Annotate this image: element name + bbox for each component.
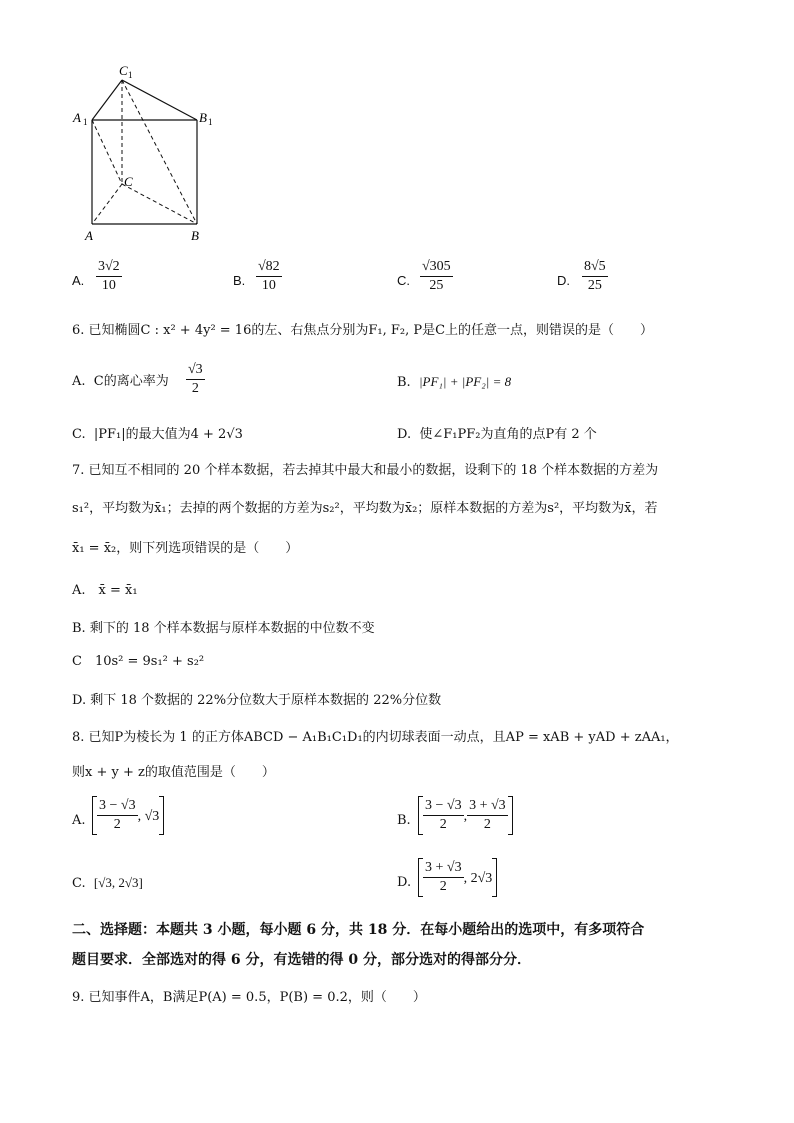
label-c1-sub: 1 bbox=[128, 70, 133, 80]
q5-option-d-label: D. bbox=[557, 273, 570, 288]
q8-b-numerator-2: 3 + √3 bbox=[467, 798, 508, 816]
label-c: C bbox=[124, 174, 133, 189]
q8-d-numerator: 3 + √3 bbox=[423, 860, 464, 878]
q6-b-text: |PF₁| + |PF₂| = 8 bbox=[418, 374, 512, 389]
q7-line-2: s₁²，平均数为x̄₁；去掉的两个数据的方差为s₂²，平均数为x̄₂；原样本数据的方差为s²，平均数为x̄，若 bbox=[72, 501, 658, 516]
q8-line-2: 则x + y + z的取值范围是（ ） bbox=[72, 765, 275, 780]
q8-option-a-value bbox=[92, 796, 164, 835]
q6-option-c bbox=[72, 426, 243, 444]
q5-d-numerator: 8√5 bbox=[582, 259, 608, 277]
section-2-heading-line-2: 题目要求．全部选对的得 6 分，有选错的得 0 分，部分选对的得部分分． bbox=[72, 952, 531, 968]
q8-option-d-value bbox=[418, 858, 497, 897]
q6-c-text: |PF₁|的最大值为4 + 2√3 bbox=[93, 427, 243, 442]
label-a1-sub: 1 bbox=[83, 117, 88, 127]
q7-option-c: C 10s² = 9s₁² + s₂² bbox=[72, 654, 205, 669]
q8-d-right: , 2√3 bbox=[463, 871, 493, 886]
label-b1-sub: 1 bbox=[208, 117, 213, 127]
q6-a-denominator: 2 bbox=[191, 381, 199, 396]
q7-option-b: B. 剩下的 18 个样本数据与原样本数据的中位数不变 bbox=[72, 621, 375, 636]
label-c1: C bbox=[119, 63, 128, 78]
q5-a-numerator: 3√2 bbox=[96, 259, 122, 277]
q6-c-label: C. bbox=[72, 427, 86, 442]
q8-a-right: , √3 bbox=[137, 809, 160, 824]
label-b1: B bbox=[199, 110, 207, 125]
label-b: B bbox=[191, 228, 199, 243]
q6-option-a bbox=[72, 373, 169, 391]
q8-c-label: C. bbox=[72, 876, 86, 891]
q6-d-text: 使∠F₁PF₂为直角的点P有 2 个 bbox=[419, 427, 597, 442]
q8-option-d-label: D. bbox=[397, 875, 412, 890]
q5-option-d-value bbox=[582, 259, 608, 294]
q5-option-c-value bbox=[420, 259, 453, 294]
q8-option-c bbox=[72, 874, 143, 893]
q7-option-a: A. x̄ = x̄₁ bbox=[72, 583, 138, 598]
section-2-heading-line-1: 二、选择题：本题共 3 小题，每小题 6 分，共 18 分．在每小题给出的选项中，有多项符合 bbox=[72, 922, 645, 938]
q5-option-a-value bbox=[96, 259, 122, 294]
q6-a-label: A. bbox=[72, 374, 86, 389]
q6-option-d bbox=[397, 426, 597, 444]
q8-c-text: [√3, 2√3] bbox=[93, 875, 143, 890]
q6-a-text: C的离心率为 bbox=[93, 374, 169, 389]
q7-option-d: D. 剩下 18 个数据的 22%分位数大于原样本数据的 22%分位数 bbox=[72, 693, 442, 708]
q5-option-b-label: B. bbox=[233, 273, 246, 288]
q7-line-1: 7. 已知互不相同的 20 个样本数据，若去掉其中最大和最小的数据，设剩下的 18 个样本数据的方差为 bbox=[72, 463, 659, 478]
q8-b-numerator-1: 3 − √3 bbox=[423, 798, 464, 816]
q6-a-fraction bbox=[186, 362, 205, 397]
q5-c-numerator: √305 bbox=[420, 259, 453, 277]
q5-option-b-value bbox=[256, 259, 282, 294]
q8-option-b-label: B. bbox=[397, 813, 411, 828]
q5-a-denominator: 10 bbox=[101, 278, 116, 293]
q6-stem: 6. 已知椭圆C : x² + 4y² = 16的左、右焦点分别为F₁, F₂, P是C上的任意一点，则错误的是（ ） bbox=[72, 323, 654, 338]
q8-line-1: 8. 已知P为棱长为 1 的正方体ABCD − A₁B₁C₁D₁的内切球表面一动点，且AP = xAB + yAD + zAA₁， bbox=[72, 730, 679, 745]
q8-option-b-value: $\frac{3 - √3}{2}$ , $\frac{3 + √3}{2}$ bbox=[418, 796, 513, 835]
q8-a-denominator: 2 bbox=[113, 817, 121, 832]
q9-stem: 9. 已知事件A，B满足P(A) = 0.5，P(B) = 0.2，则（ ） bbox=[72, 990, 426, 1005]
q5-c-denominator: 25 bbox=[429, 278, 444, 293]
q5-b-numerator: √82 bbox=[256, 259, 282, 277]
q5-option-a-label: A. bbox=[72, 273, 85, 288]
q8-b-denominator-1: 2 bbox=[439, 817, 447, 832]
label-a1: A bbox=[73, 110, 81, 125]
q6-b-label: B. bbox=[397, 375, 411, 390]
q5-option-c-label: C. bbox=[397, 273, 410, 288]
q8-d-denominator: 2 bbox=[439, 879, 447, 894]
q8-a-numerator: 3 − √3 bbox=[97, 798, 138, 816]
q6-option-b bbox=[397, 373, 511, 392]
q7-line-3: x̄₁ = x̄₂，则下列选项错误的是（ ） bbox=[72, 541, 299, 556]
q5-b-denominator: 10 bbox=[261, 278, 276, 293]
q6-a-numerator: √3 bbox=[186, 362, 205, 380]
q8-b-denominator-2: 2 bbox=[483, 817, 491, 832]
label-a: A bbox=[85, 228, 93, 243]
prism-figure bbox=[70, 62, 220, 247]
q5-d-denominator: 25 bbox=[587, 278, 602, 293]
q6-d-label: D. bbox=[397, 427, 412, 442]
prism-diagram bbox=[70, 62, 220, 247]
q8-option-a-label: A. bbox=[72, 813, 86, 828]
